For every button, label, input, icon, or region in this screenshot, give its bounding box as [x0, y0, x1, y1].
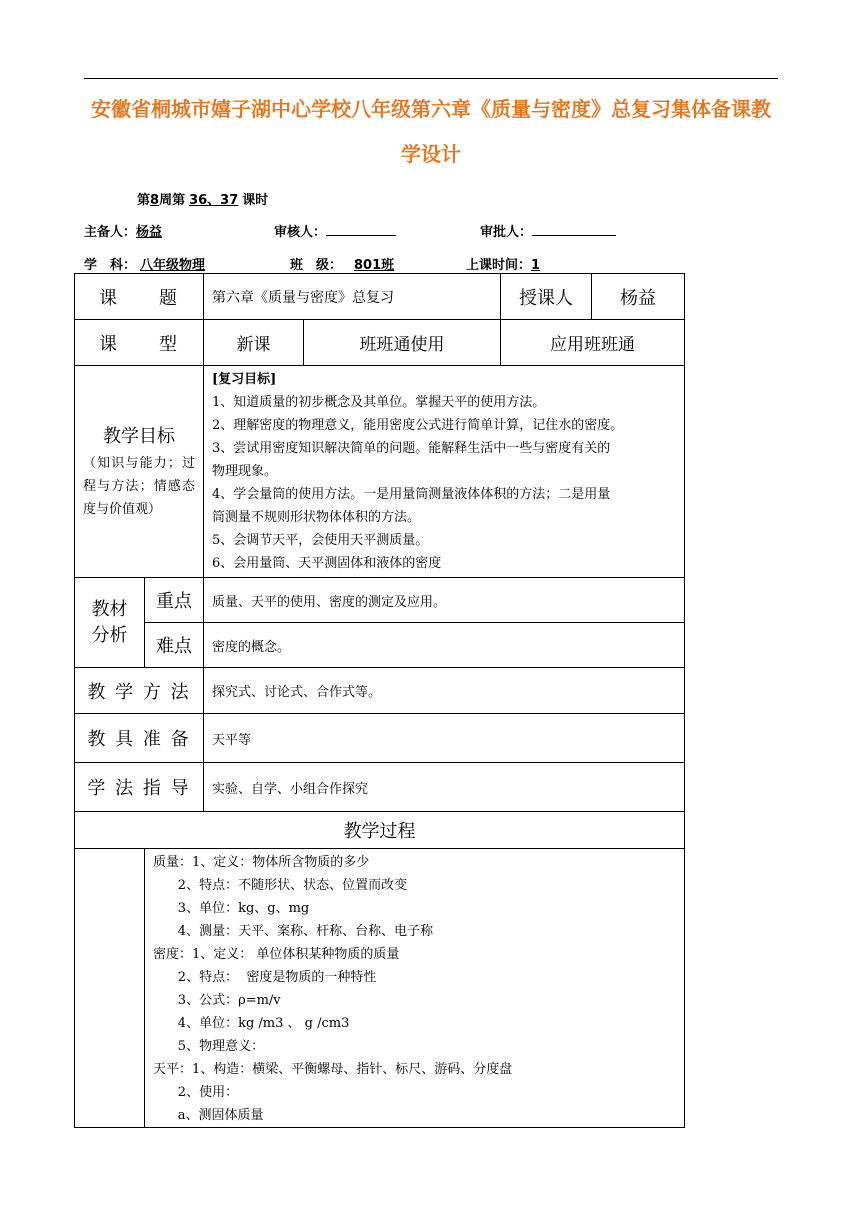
key-point-label: 重点	[145, 578, 204, 623]
teacher-label: 授课人	[501, 274, 592, 320]
process-line: 2、使用：	[153, 1085, 239, 1100]
document-title-line1: 安徽省桐城市嬉子湖中心学校八年级第六章《质量与密度》总复习集体备课教	[91, 97, 771, 121]
preparer-name: 杨益	[136, 225, 163, 240]
goals-line: 6、会用量筒、天平测固体和液体的密度	[212, 556, 442, 571]
type-apply: 应用班班通	[501, 320, 685, 366]
preparer-field: 主备人：杨益	[84, 221, 174, 240]
goals-line: 4、学会量筒的使用方法。一是用量筒测量液体体积的方法；二是用量	[212, 487, 611, 502]
process-line: 2、特点：不随形状、状态、位置而改变	[153, 878, 408, 893]
method-label: 教 学 方 法	[75, 668, 204, 714]
lesson-plan-table	[74, 273, 685, 1128]
topic-value: 第六章《质量与密度》总复习	[204, 274, 501, 320]
type-value: 新课	[204, 320, 304, 366]
tools-row	[75, 714, 685, 763]
study-row	[75, 763, 685, 812]
goals-content	[204, 366, 685, 578]
process-line: 密度：1、定义： 单位体积某种物质的质量	[153, 947, 400, 962]
topic-label: 课 题	[75, 274, 204, 320]
approver-field: 审批人：	[480, 221, 616, 240]
process-line: 4、单位：kg /m3 、 g /cm3	[153, 1016, 350, 1031]
type-tool: 班班通使用	[304, 320, 501, 366]
document-title-line2: 学设计	[401, 142, 461, 166]
key-point-row	[75, 578, 685, 623]
difficult-point-row	[75, 623, 685, 668]
goals-line: 3、尝试用密度知识解决简单的问题。能解释生活中一些与密度有关的	[212, 441, 611, 456]
goals-row	[75, 366, 685, 578]
key-point-value: 质量、天平的使用、密度的测定及应用。	[204, 578, 685, 623]
goals-line: 筒测量不规则形状物体体积的方法。	[212, 510, 421, 525]
subject-field: 学 科： 八年级物理	[84, 258, 206, 273]
process-line: 4、测量：天平、案称、杆称、台称、电子称	[153, 924, 434, 939]
study-label: 学 法 指 导	[75, 763, 204, 812]
process-line: 质量：1、定义：物体所含物质的多少	[153, 855, 370, 870]
tools-value: 天平等	[204, 714, 685, 763]
process-header: 教学过程	[75, 812, 685, 849]
process-content-row	[75, 849, 685, 1128]
process-line: 5、物理意义：	[153, 1039, 265, 1054]
process-line: 3、单位：kg、g、mg	[153, 901, 310, 916]
process-left-cell	[75, 849, 145, 1128]
goals-line: 5、会调节天平，会使用天平测质量。	[212, 533, 429, 548]
goals-line: 物理现象。	[212, 464, 278, 479]
class-field: 班 级： 801班	[290, 258, 395, 273]
goals-sublabel: （知识与能力；过程与方法；情感态度与价值观）	[83, 456, 195, 517]
method-row	[75, 668, 685, 714]
process-line: a、测固体质量	[153, 1108, 264, 1123]
process-content	[145, 849, 685, 1128]
difficult-point-value: 密度的概念。	[204, 623, 685, 668]
process-header-row	[75, 812, 685, 849]
teacher-value: 杨益	[592, 274, 685, 320]
topic-row	[75, 274, 685, 320]
goals-label: 教学目标	[103, 426, 175, 447]
process-line: 3、公式：ρ=m/v	[153, 993, 281, 1008]
process-line: 天平：1、构造：横梁、平衡螺母、指针、标尺、游码、分度盘	[153, 1062, 513, 1077]
method-value: 探究式、讨论式、合作式等。	[204, 668, 685, 714]
goals-line: 2、理解密度的物理意义，能用密度公式进行简单计算，记住水的密度。	[212, 418, 624, 433]
header-rule	[84, 78, 778, 79]
study-value: 实验、自学、小组合作探究	[204, 763, 685, 812]
tools-label: 教 具 准 备	[75, 714, 204, 763]
type-row	[75, 320, 685, 366]
goals-label-cell	[75, 366, 204, 578]
material-analysis-label: 教材 分析	[75, 578, 145, 668]
difficult-point-label: 难点	[145, 623, 204, 668]
week-period-line: 第8周第 36、37 课时	[137, 193, 269, 208]
goals-line: 1、知道质量的初步概念及其单位。掌握天平的使用方法。	[212, 395, 546, 410]
lesson-time-field: 上课时间：1	[466, 258, 541, 273]
type-label: 课 型	[75, 320, 204, 366]
goals-line: [复习目标]	[212, 372, 277, 387]
reviewer-field: 审核人：	[274, 221, 396, 240]
process-line: 2、特点： 密度是物质的一种特性	[153, 970, 377, 985]
